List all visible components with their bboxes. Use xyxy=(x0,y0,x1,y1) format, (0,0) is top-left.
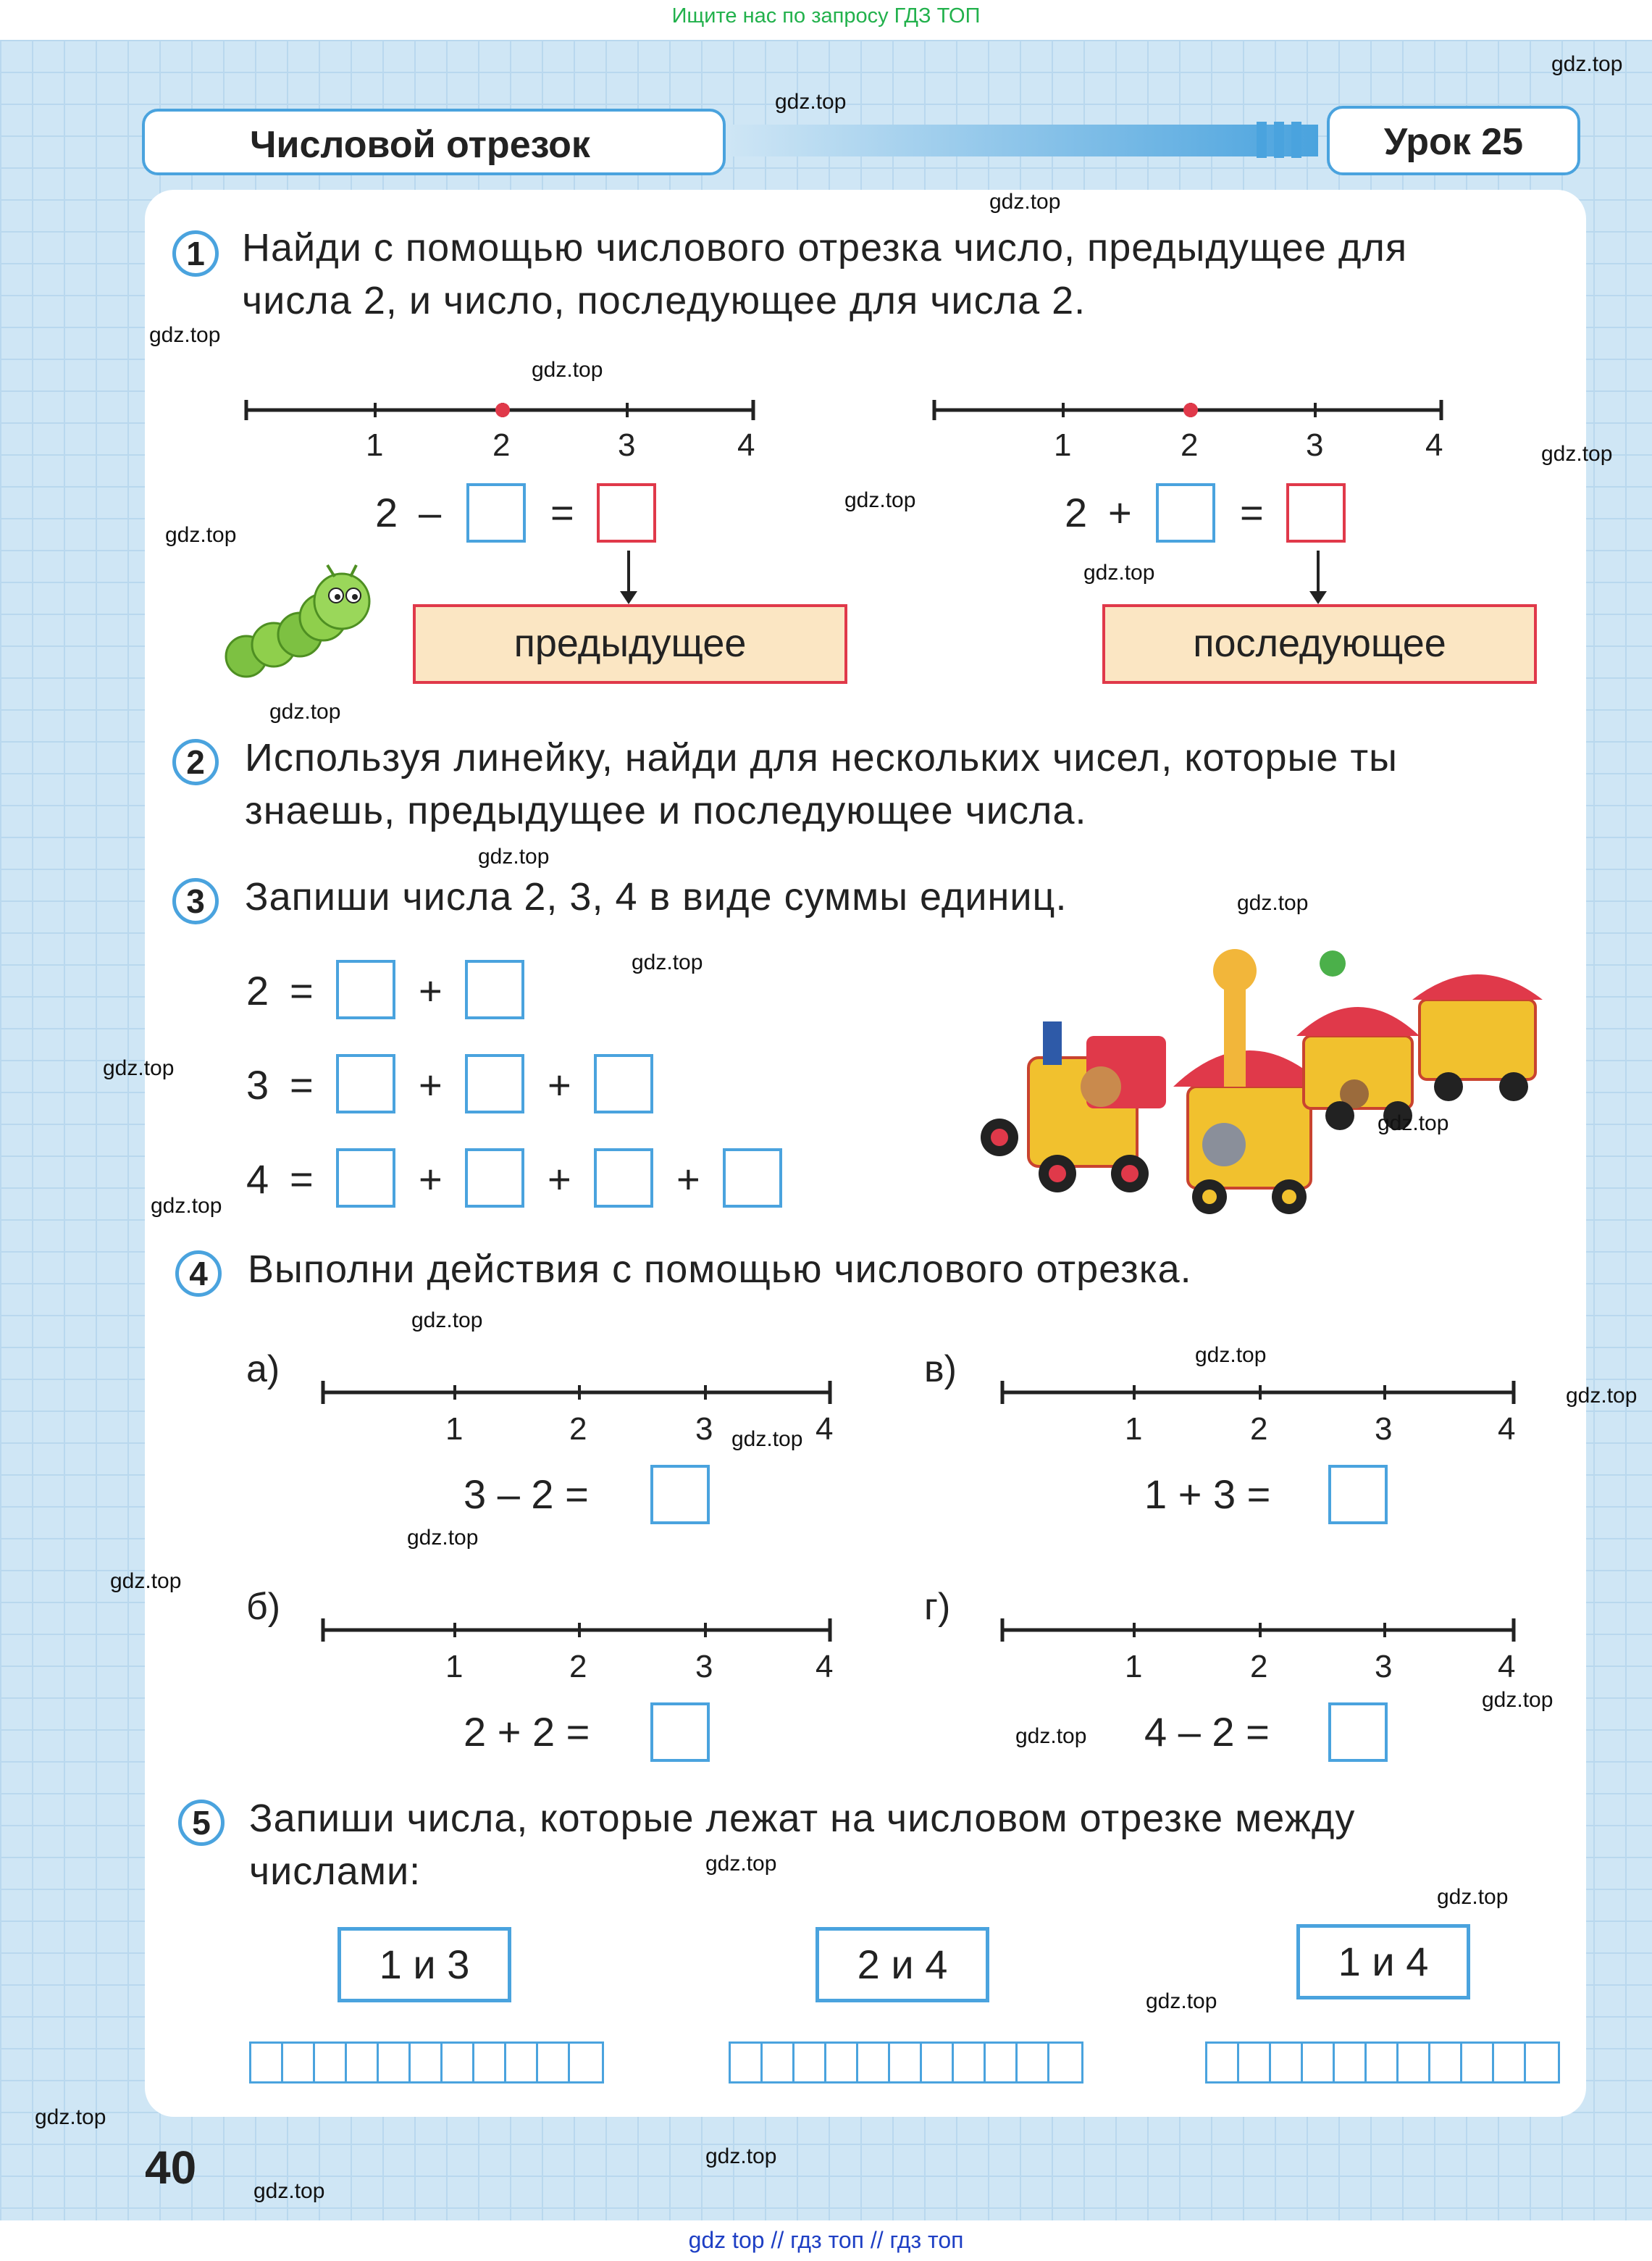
watermark: gdz.top xyxy=(165,523,237,547)
watermark: gdz.top xyxy=(407,1526,479,1550)
watermark: gdz.top xyxy=(1015,1724,1087,1748)
task5-answer-cells-1[interactable] xyxy=(249,2041,604,2084)
task3-row1-box[interactable] xyxy=(465,960,524,1019)
watermark: gdz.top xyxy=(532,358,603,382)
task4-a-tick: 2 xyxy=(569,1411,587,1447)
task3-row1-number: 2 xyxy=(246,968,269,1014)
task1-right-arrow xyxy=(1317,551,1320,594)
task4-a-expression: 3 – 2 = xyxy=(464,1471,589,1517)
task4-a-tick: 1 xyxy=(445,1411,464,1447)
watermark: gdz.top xyxy=(1237,891,1309,915)
task4-a-tick: 3 xyxy=(695,1411,713,1447)
task4-a-answer-box[interactable] xyxy=(650,1465,710,1524)
watermark: gdz.top xyxy=(35,2105,106,2129)
task3-row1-equals: = xyxy=(290,968,314,1014)
watermark: gdz.top xyxy=(411,1308,483,1332)
task5-pair-3: 1 и 4 xyxy=(1296,1924,1470,1999)
task4-b-letter: б) xyxy=(246,1586,281,1628)
task1-left-equals: = xyxy=(550,490,574,535)
page-title: Числовой отрезок xyxy=(142,109,726,175)
task1-right-operand: 2 xyxy=(1065,490,1088,535)
task4-b-tick: 2 xyxy=(569,1649,587,1684)
watermark: gdz.top xyxy=(844,488,916,512)
task1-right-equals: = xyxy=(1240,490,1264,535)
task1-left-arrow xyxy=(627,551,630,594)
task1-left-tick: 1 xyxy=(366,427,384,463)
task1-right-result-box[interactable] xyxy=(1286,483,1346,543)
task1-left-marker-dot xyxy=(495,403,510,417)
caterpillar-illustration xyxy=(226,565,369,677)
task2-line2: знаешь, предыдущее и последующее числа. xyxy=(245,789,1087,832)
watermark: gdz.top xyxy=(1378,1111,1449,1135)
task5-pair-2: 2 и 4 xyxy=(815,1927,989,2002)
task3-row3-plus: + xyxy=(676,1156,700,1202)
watermark: gdz.top xyxy=(989,190,1061,214)
task5-line2: числами: xyxy=(249,1850,422,1893)
watermark: gdz.top xyxy=(149,323,221,347)
lesson-label: Урок 25 xyxy=(1327,106,1580,175)
task1-left-tick: 4 xyxy=(737,427,755,463)
bottom-banner: gdz top // гдз топ // гдз топ xyxy=(688,2227,964,2253)
task3-row3-plus: + xyxy=(548,1156,571,1202)
task1-right-marker-dot xyxy=(1183,403,1198,417)
watermark: gdz.top xyxy=(775,90,847,114)
task4-a-number-line xyxy=(323,1381,830,1404)
task3-row2-plus: + xyxy=(419,1062,443,1108)
task2-number: 2 xyxy=(172,739,219,785)
task1-left-result-box[interactable] xyxy=(597,483,656,543)
task4-v-expression: 1 + 3 = xyxy=(1144,1471,1271,1517)
task3-row3-box[interactable] xyxy=(723,1148,782,1208)
task4-g-tick: 2 xyxy=(1250,1649,1268,1684)
task1-left-operator: – xyxy=(419,490,442,535)
watermark: gdz.top xyxy=(269,700,341,724)
watermark: gdz.top xyxy=(705,1852,777,1876)
task3-row2-box[interactable] xyxy=(465,1054,524,1113)
watermark: gdz.top xyxy=(731,1427,803,1451)
task1-left-number-line xyxy=(246,400,753,420)
task4-g-tick: 3 xyxy=(1375,1649,1393,1684)
task1-right-tick: 1 xyxy=(1054,427,1072,463)
task4-g-letter: г) xyxy=(924,1586,951,1628)
task1-line2: числа 2, и число, последующее для числа 2. xyxy=(242,279,1086,322)
top-banner: Ищите нас по запросу ГДЗ ТОП xyxy=(671,4,981,28)
task3-row3-box[interactable] xyxy=(465,1148,524,1208)
task4-b-tick: 4 xyxy=(815,1649,834,1684)
task3-row3-box[interactable] xyxy=(594,1148,653,1208)
task1-right-tick: 4 xyxy=(1425,427,1443,463)
task3-row1-plus: + xyxy=(419,968,443,1014)
task1-number: 1 xyxy=(172,230,219,277)
watermark: gdz.top xyxy=(1437,1885,1509,1909)
task3-row2-box[interactable] xyxy=(594,1054,653,1113)
task4-b-tick: 3 xyxy=(695,1649,713,1684)
task3-row2-number: 3 xyxy=(246,1062,269,1108)
task1-left-answer-box[interactable] xyxy=(466,483,526,543)
train-illustration xyxy=(981,949,1543,1214)
task1-right-tick: 3 xyxy=(1306,427,1324,463)
task1-right-operator: + xyxy=(1108,490,1132,535)
task3-row3-equals: = xyxy=(290,1156,314,1202)
watermark: gdz.top xyxy=(1566,1384,1638,1408)
watermark: gdz.top xyxy=(1551,52,1623,76)
watermark: gdz.top xyxy=(253,2179,325,2203)
task4-a-letter: а) xyxy=(246,1348,280,1390)
task4-g-tick: 1 xyxy=(1125,1649,1143,1684)
task4-a-tick: 4 xyxy=(815,1411,834,1447)
task4-v-tick: 2 xyxy=(1250,1411,1268,1447)
task5-answer-cells-3[interactable] xyxy=(1205,2041,1560,2084)
task4-v-answer-box[interactable] xyxy=(1328,1465,1388,1524)
task3-row3-box[interactable] xyxy=(336,1148,395,1208)
watermark: gdz.top xyxy=(1482,1688,1554,1712)
task1-left-tick: 2 xyxy=(492,427,511,463)
task4-text: Выполни действия с помощью числового отрезка. xyxy=(248,1247,1192,1291)
task3-row3-plus: + xyxy=(419,1156,443,1202)
watermark: gdz.top xyxy=(478,845,550,869)
task4-v-number-line xyxy=(1002,1381,1514,1404)
watermark: gdz.top xyxy=(632,950,703,974)
task5-number: 5 xyxy=(178,1800,225,1846)
task1-left-tick: 3 xyxy=(618,427,636,463)
task4-g-answer-box[interactable] xyxy=(1328,1702,1388,1762)
watermark: gdz.top xyxy=(1195,1343,1267,1367)
watermark: gdz.top xyxy=(705,2144,777,2168)
task3-row2-equals: = xyxy=(290,1062,314,1108)
watermark: gdz.top xyxy=(103,1056,175,1080)
task3-number: 3 xyxy=(172,878,219,924)
watermark: gdz.top xyxy=(1083,561,1155,585)
task4-g-expression: 4 – 2 = xyxy=(1144,1709,1270,1755)
task4-v-tick: 3 xyxy=(1375,1411,1393,1447)
watermark: gdz.top xyxy=(151,1194,222,1218)
watermark: gdz.top xyxy=(1541,442,1613,466)
task5-line1: Запиши числа, которые лежат на числовом отрезке между xyxy=(249,1797,1356,1840)
task3-row2-plus: + xyxy=(548,1062,571,1108)
task4-v-tick: 4 xyxy=(1498,1411,1516,1447)
task4-b-answer-box[interactable] xyxy=(650,1702,710,1762)
task1-right-number-line xyxy=(934,400,1441,420)
task1-left-operand: 2 xyxy=(375,490,398,535)
watermark: gdz.top xyxy=(110,1569,182,1593)
task4-v-tick: 1 xyxy=(1125,1411,1143,1447)
task1-right-label: последующее xyxy=(1102,604,1537,684)
task4-b-number-line xyxy=(323,1618,830,1642)
task3-row3-number: 4 xyxy=(246,1156,269,1202)
page-number: 40 xyxy=(145,2141,197,2194)
task4-b-tick: 1 xyxy=(445,1649,464,1684)
task5-answer-cells-2[interactable] xyxy=(729,2041,1083,2084)
task3-text: Запиши числа 2, 3, 4 в виде суммы единиц. xyxy=(245,875,1068,919)
task4-b-expression: 2 + 2 = xyxy=(464,1709,590,1755)
task3-row1-box[interactable] xyxy=(336,960,395,1019)
task3-row2-box[interactable] xyxy=(336,1054,395,1113)
task1-right-tick: 2 xyxy=(1181,427,1199,463)
task1-line1: Найди с помощью числового отрезка число, предыдущее для xyxy=(242,226,1408,269)
task1-left-label: предыдущее xyxy=(413,604,847,684)
task4-number: 4 xyxy=(175,1250,222,1297)
task5-pair-1: 1 и 3 xyxy=(337,1927,511,2002)
task1-right-answer-box[interactable] xyxy=(1156,483,1215,543)
watermark: gdz.top xyxy=(1146,1989,1217,2013)
task2-line1: Используя линейку, найди для нескольких чисел, которые ты xyxy=(245,736,1398,780)
task4-g-number-line xyxy=(1002,1618,1514,1642)
task4-g-tick: 4 xyxy=(1498,1649,1516,1684)
task4-v-letter: в) xyxy=(924,1348,957,1390)
